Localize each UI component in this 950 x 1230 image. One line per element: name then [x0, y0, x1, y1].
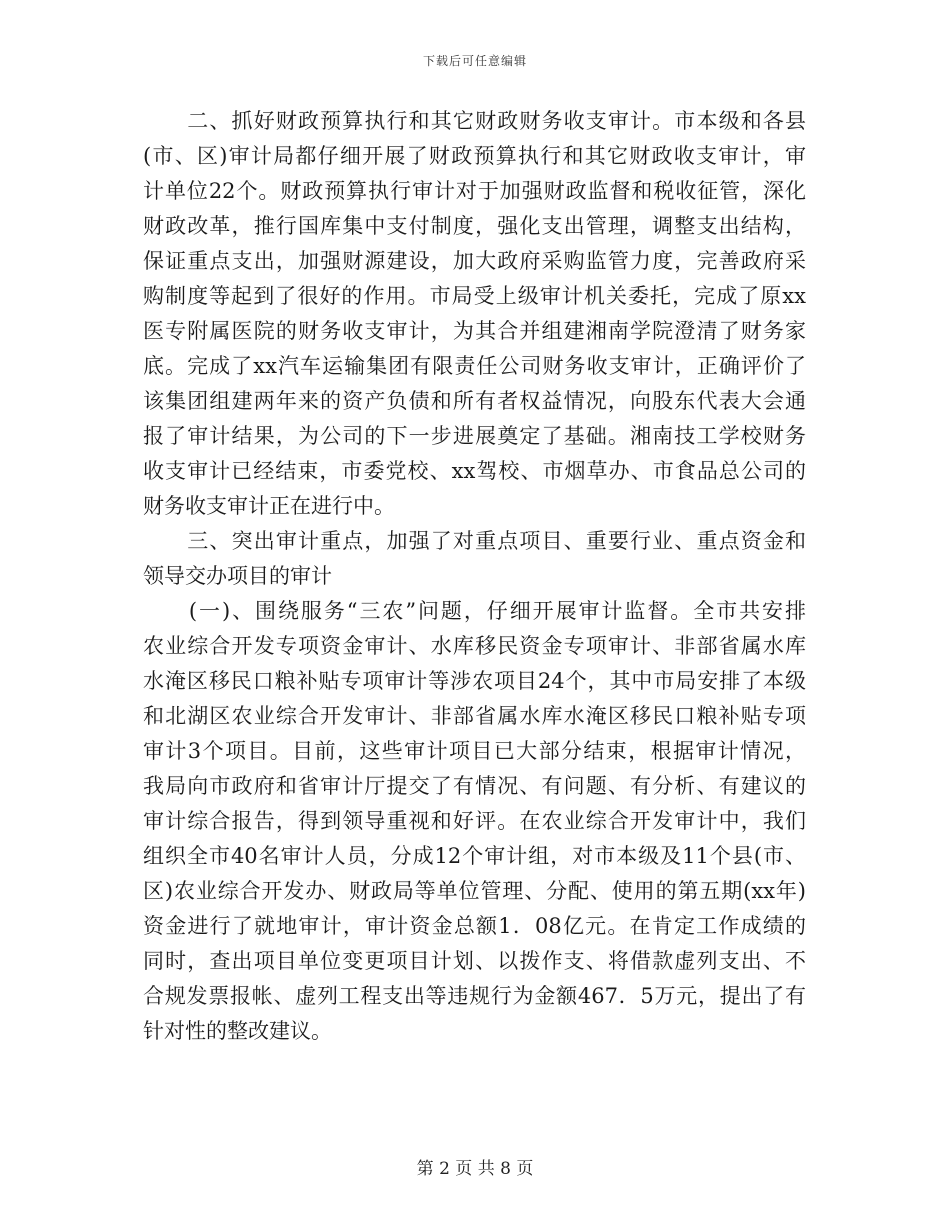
text-line: 审计3个项目。目前，这些审计项目已大部分结束，根据审计情况， [143, 739, 806, 763]
text-line: 财政改革，推行国库集中支付制度，强化支出管理，调整支出结构， [143, 214, 806, 238]
text-line: 报了审计结果，为公司的下一步进展奠定了基础。湘南技工学校财务 [143, 424, 806, 448]
text-line: 组织全市40名审计人员，分成12个审计组，对市本级及11个县(市、 [143, 844, 806, 868]
text-line: (市、区)审计局都仔细开展了财政预算执行和其它财政收支审计，审 [143, 144, 806, 168]
text-line: 和北湖区农业综合开发审计、非部省属水库水淹区移民口粮补贴专项 [143, 704, 806, 728]
text-line: 二、抓好财政预算执行和其它财政财务收支审计。市本级和各县 [143, 109, 806, 133]
page-header: 下载后可任意编辑 [422, 54, 527, 68]
text-line: 我局向市政府和省审计厅提交了有情况、有问题、有分析、有建议的 [143, 774, 806, 798]
paragraph [143, 594, 806, 1049]
paragraph [143, 104, 806, 524]
text-line: 底。完成了xx汽车运输集团有限责任公司财务收支审计，正确评价了 [143, 354, 806, 378]
page-number: 第 2 页 共 8 页 [416, 1159, 534, 1179]
text-line: 农业综合开发专项资金审计、水库移民资金专项审计、非部省属水库 [143, 634, 806, 658]
document-body [143, 104, 806, 1049]
text-line: 针对性的整改建议。 [143, 1019, 332, 1043]
text-line: 审计综合报告，得到领导重视和好评。在农业综合开发审计中，我们 [143, 809, 806, 833]
text-line: 购制度等起到了很好的作用。市局受上级审计机关委托，完成了原xx [143, 284, 806, 308]
text-line: 领导交办项目的审计 [143, 564, 332, 588]
text-line: 保证重点支出，加强财源建设，加大政府采购监管力度，完善政府采 [143, 249, 806, 273]
section-heading [143, 524, 806, 594]
text-line: 区)农业综合开发办、财政局等单位管理、分配、使用的第五期(xx年) [143, 879, 806, 903]
text-line: (一)、围绕服务“三农”问题，仔细开展审计监督。全市共安排 [143, 599, 806, 623]
text-line: 收支审计已经结束，市委党校、xx驾校、市烟草办、市食品总公司的 [143, 459, 806, 483]
text-line: 该集团组建两年来的资产负债和所有者权益情况，向股东代表大会通 [143, 389, 806, 413]
text-line: 同时，查出项目单位变更项目计划、以拨作支、将借款虚列支出、不 [143, 949, 806, 973]
text-line: 水淹区移民口粮补贴专项审计等涉农项目24个，其中市局安排了本级 [143, 669, 806, 693]
text-line: 计单位22个。财政预算执行审计对于加强财政监督和税收征管，深化 [143, 179, 806, 203]
text-line: 合规发票报帐、虚列工程支出等违规行为金额467．5万元，提出了有 [143, 984, 806, 1008]
text-line: 资金进行了就地审计，审计资金总额1．08亿元。在肯定工作成绩的 [143, 914, 806, 938]
text-line: 三、突出审计重点，加强了对重点项目、重要行业、重点资金和 [143, 529, 806, 553]
text-line: 财务收支审计正在进行中。 [143, 494, 395, 518]
text-line: 医专附属医院的财务收支审计，为其合并组建湘南学院澄清了财务家 [143, 319, 806, 343]
